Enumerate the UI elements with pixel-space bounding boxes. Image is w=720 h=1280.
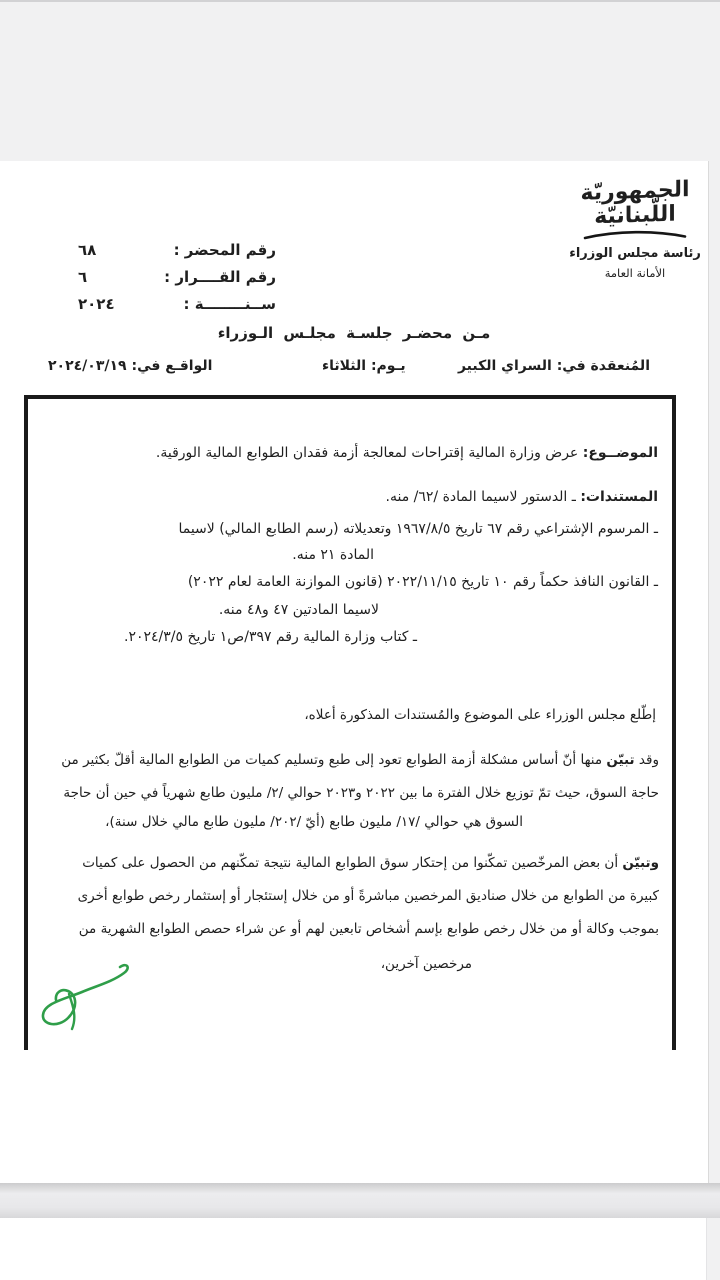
subject-label: الموضــوع: [582, 445, 658, 461]
general-secretariat-text: الأمانة العامة [604, 266, 666, 280]
session-day [322, 358, 406, 374]
scan-top-edge [0, 0, 720, 2]
paragraph-monopoly-bold: وتبيّن [622, 855, 659, 871]
paragraph-findings-rest: منها أنّ أساس مشكلة أزمة الطوابع تعود إلى طبع وتسليم كميات من الطوابع المالية أقلّ بكثير من [61, 752, 607, 768]
session-date-label: الواقـع في: [126, 358, 213, 374]
subject-line [156, 443, 658, 463]
document-page-2-top [0, 1218, 707, 1280]
signature-scribble-icon [32, 955, 136, 1031]
paragraph-findings-line1 [61, 750, 659, 770]
minutes-number-value: ٦٨ [78, 240, 97, 259]
paragraph-findings-line2: حاجة السوق، حيث تمّ توزيع خلال الفترة ما بين ٢٠٢٢ و٢٠٢٣ حوالي /٢/ مليون طابع شهرياً في حين أن حاجة [63, 785, 659, 801]
republic-calligraphy-line1: الجمهوريّة [580, 177, 690, 206]
session-day-label: يـوم: [366, 358, 406, 374]
decision-number-label: رقم القــــرار : [164, 267, 276, 286]
year-row [78, 290, 276, 317]
decision-box [24, 395, 676, 1050]
year-label: ســنــــــــة : [183, 294, 276, 313]
documents-item-ministry-letter: ـ كتاب وزارة المالية رقم ٣٩٧/ص١ تاريخ ٢٠٢٤/٣/٥. [123, 629, 417, 645]
session-day-value: الثلاثاء [322, 358, 367, 374]
paragraph-findings-line3: السوق هي حوالي /١٧/ مليون طابع (أيّ /٢٠٢/ مليون طابع مالي خلال سنة)، [105, 814, 523, 830]
paragraph-findings-bold: تبيّن [606, 752, 635, 768]
paragraph-monopoly-line4: مرخصين آخرين، [380, 956, 472, 972]
document-meta-block [78, 236, 276, 317]
decision-number-row [78, 263, 276, 290]
session-date-value: ٢٠٢٤/٠٣/١٩ [48, 358, 127, 374]
document-title: مـن محضـر جلسـة مجلـس الـوزراء [217, 324, 491, 342]
republic-calligraphy-line2: اللّبنانيّة [594, 201, 676, 230]
session-venue-value: السراي الكبير [457, 358, 552, 374]
paragraph-monopoly-line2: كبيرة من الطوابع من خلال صناديق المرخصين مباشرةً أو من خلال إستئجار أو إستثمار رخص طوابع أخرى [77, 888, 659, 904]
documents-item-law-line1: ـ القانون النافذ حكماً رقم ١٠ تاريخ ٢٠٢٢/١١/١٥ (قانون الموازنة العامة لعام ٢٠٢٢) [187, 574, 658, 590]
presidency-of-council-text: رئاسة مجلس الوزراء [569, 246, 701, 261]
letterhead [568, 177, 702, 280]
session-venue [458, 358, 650, 374]
decision-number-value: ٦ [78, 267, 88, 286]
documents-item-decree-line1: ـ المرسوم الإشتراعي رقم ٦٧ تاريخ ١٩٦٧/٨/٥ وتعديلاته (رسم الطابع المالي) لاسيما [178, 521, 658, 537]
calligraphy-flourish-icon [583, 230, 687, 240]
paragraph-monopoly-rest: أن بعض المرخّصين تمكّنوا من إحتكار سوق الطوابع المالية نتيجة تمكّنهم من الحصول على كميات [82, 855, 623, 871]
subject-text: عرض وزارة المالية إقتراحات لمعالجة أزمة فقدان الطوابع المالية الورقية. [155, 445, 583, 461]
paragraph-monopoly-line3: بموجب وكالة أو من خلال رخص طوابع بإسم أشخاص تابعين لهم أو عن شراء حصص الطوابع الشهرية من [78, 921, 659, 937]
year-value: ٢٠٢٤ [78, 294, 115, 313]
documents-line [386, 487, 658, 507]
documents-label: المستندات: [580, 489, 658, 505]
paragraph-monopoly-line1 [82, 853, 659, 873]
session-venue-label: المُنعقدة في: [551, 358, 650, 374]
minutes-number-row [78, 236, 276, 263]
documents-item-constitution: ـ الدستور لاسيما المادة /٦٢/ منه. [385, 489, 581, 505]
page-break-gap [0, 1183, 720, 1218]
documents-item-decree-line2: المادة ٢١ منه. [292, 547, 374, 563]
session-date [48, 358, 212, 374]
paragraph-findings-lead: وقد [634, 752, 659, 768]
minutes-number-label: رقم المحضر : [173, 240, 276, 259]
documents-item-law-line2: لاسيما المادتين ٤٧ و٤٨ منه. [218, 602, 379, 618]
paragraph-reviewed: إطّلع مجلس الوزراء على الموضوع والمُستندات المذكورة أعلاه، [304, 707, 656, 723]
